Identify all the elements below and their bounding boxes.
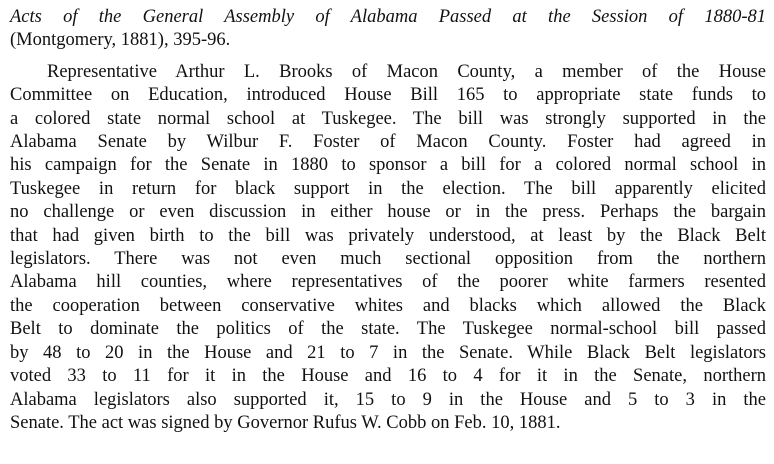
citation-publication: (Montgomery, 1881), 395-96. — [10, 30, 231, 51]
paragraph-line: by 48 to 20 in the House and 21 to 7 in the Senate. While Black Belt legislators — [10, 342, 766, 363]
paragraph-line: Representative Arthur L. Brooks of Macon County, a member of the House — [47, 61, 766, 82]
paragraph-line: Committee on Education, introduced House Bill 165 to appropriate state funds to — [10, 85, 766, 106]
paragraph-line: Alabama Senate by Wilbur F. Foster of Macon County. Foster had agreed in — [10, 132, 766, 153]
paragraph-line: the cooperation between conservative whites and blacks which allowed the Black — [10, 295, 766, 316]
body-paragraph — [10, 61, 766, 436]
paragraph-line: Belt to dominate the politics of the state. The Tuskegee normal-school bill passed — [10, 319, 766, 340]
citation-title-line — [10, 6, 766, 29]
paragraph-line: Alabama legislators also supported it, 15 to 9 in the House and 5 to 3 in the — [10, 389, 766, 410]
paragraph-line: no challenge or even discussion in either house or in the press. Perhaps the bargain — [10, 202, 766, 223]
paragraph-line: legislators. There was not even much sectional opposition from the northern — [10, 249, 766, 270]
paragraph-line: voted 33 to 11 for it in the House and 16 to 4 for it in the Senate, northern — [10, 366, 766, 387]
paragraph-line-last: Senate. The act was signed by Governor Rufus W. Cobb on Feb. 10, 1881. — [10, 412, 561, 433]
paragraph-line: that had given birth to the bill was privately understood, at least by the Black Belt — [10, 225, 766, 246]
paragraph-line: Tuskegee in return for black support in the election. The bill apparently elicited — [10, 178, 766, 199]
paragraph-line: his campaign for the Senate in 1880 to sponsor a bill for a colored normal school in — [10, 155, 766, 176]
citation — [10, 6, 766, 53]
paragraph-line: a colored state normal school at Tuskegee. The bill was strongly supported in the — [10, 108, 766, 129]
citation-title: Acts of the General Assembly of Alabama Passed at the Session of 1880-81 — [10, 7, 766, 27]
paragraph-line: Alabama hill counties, where representatives of the poorer white farmers resented — [10, 272, 766, 293]
